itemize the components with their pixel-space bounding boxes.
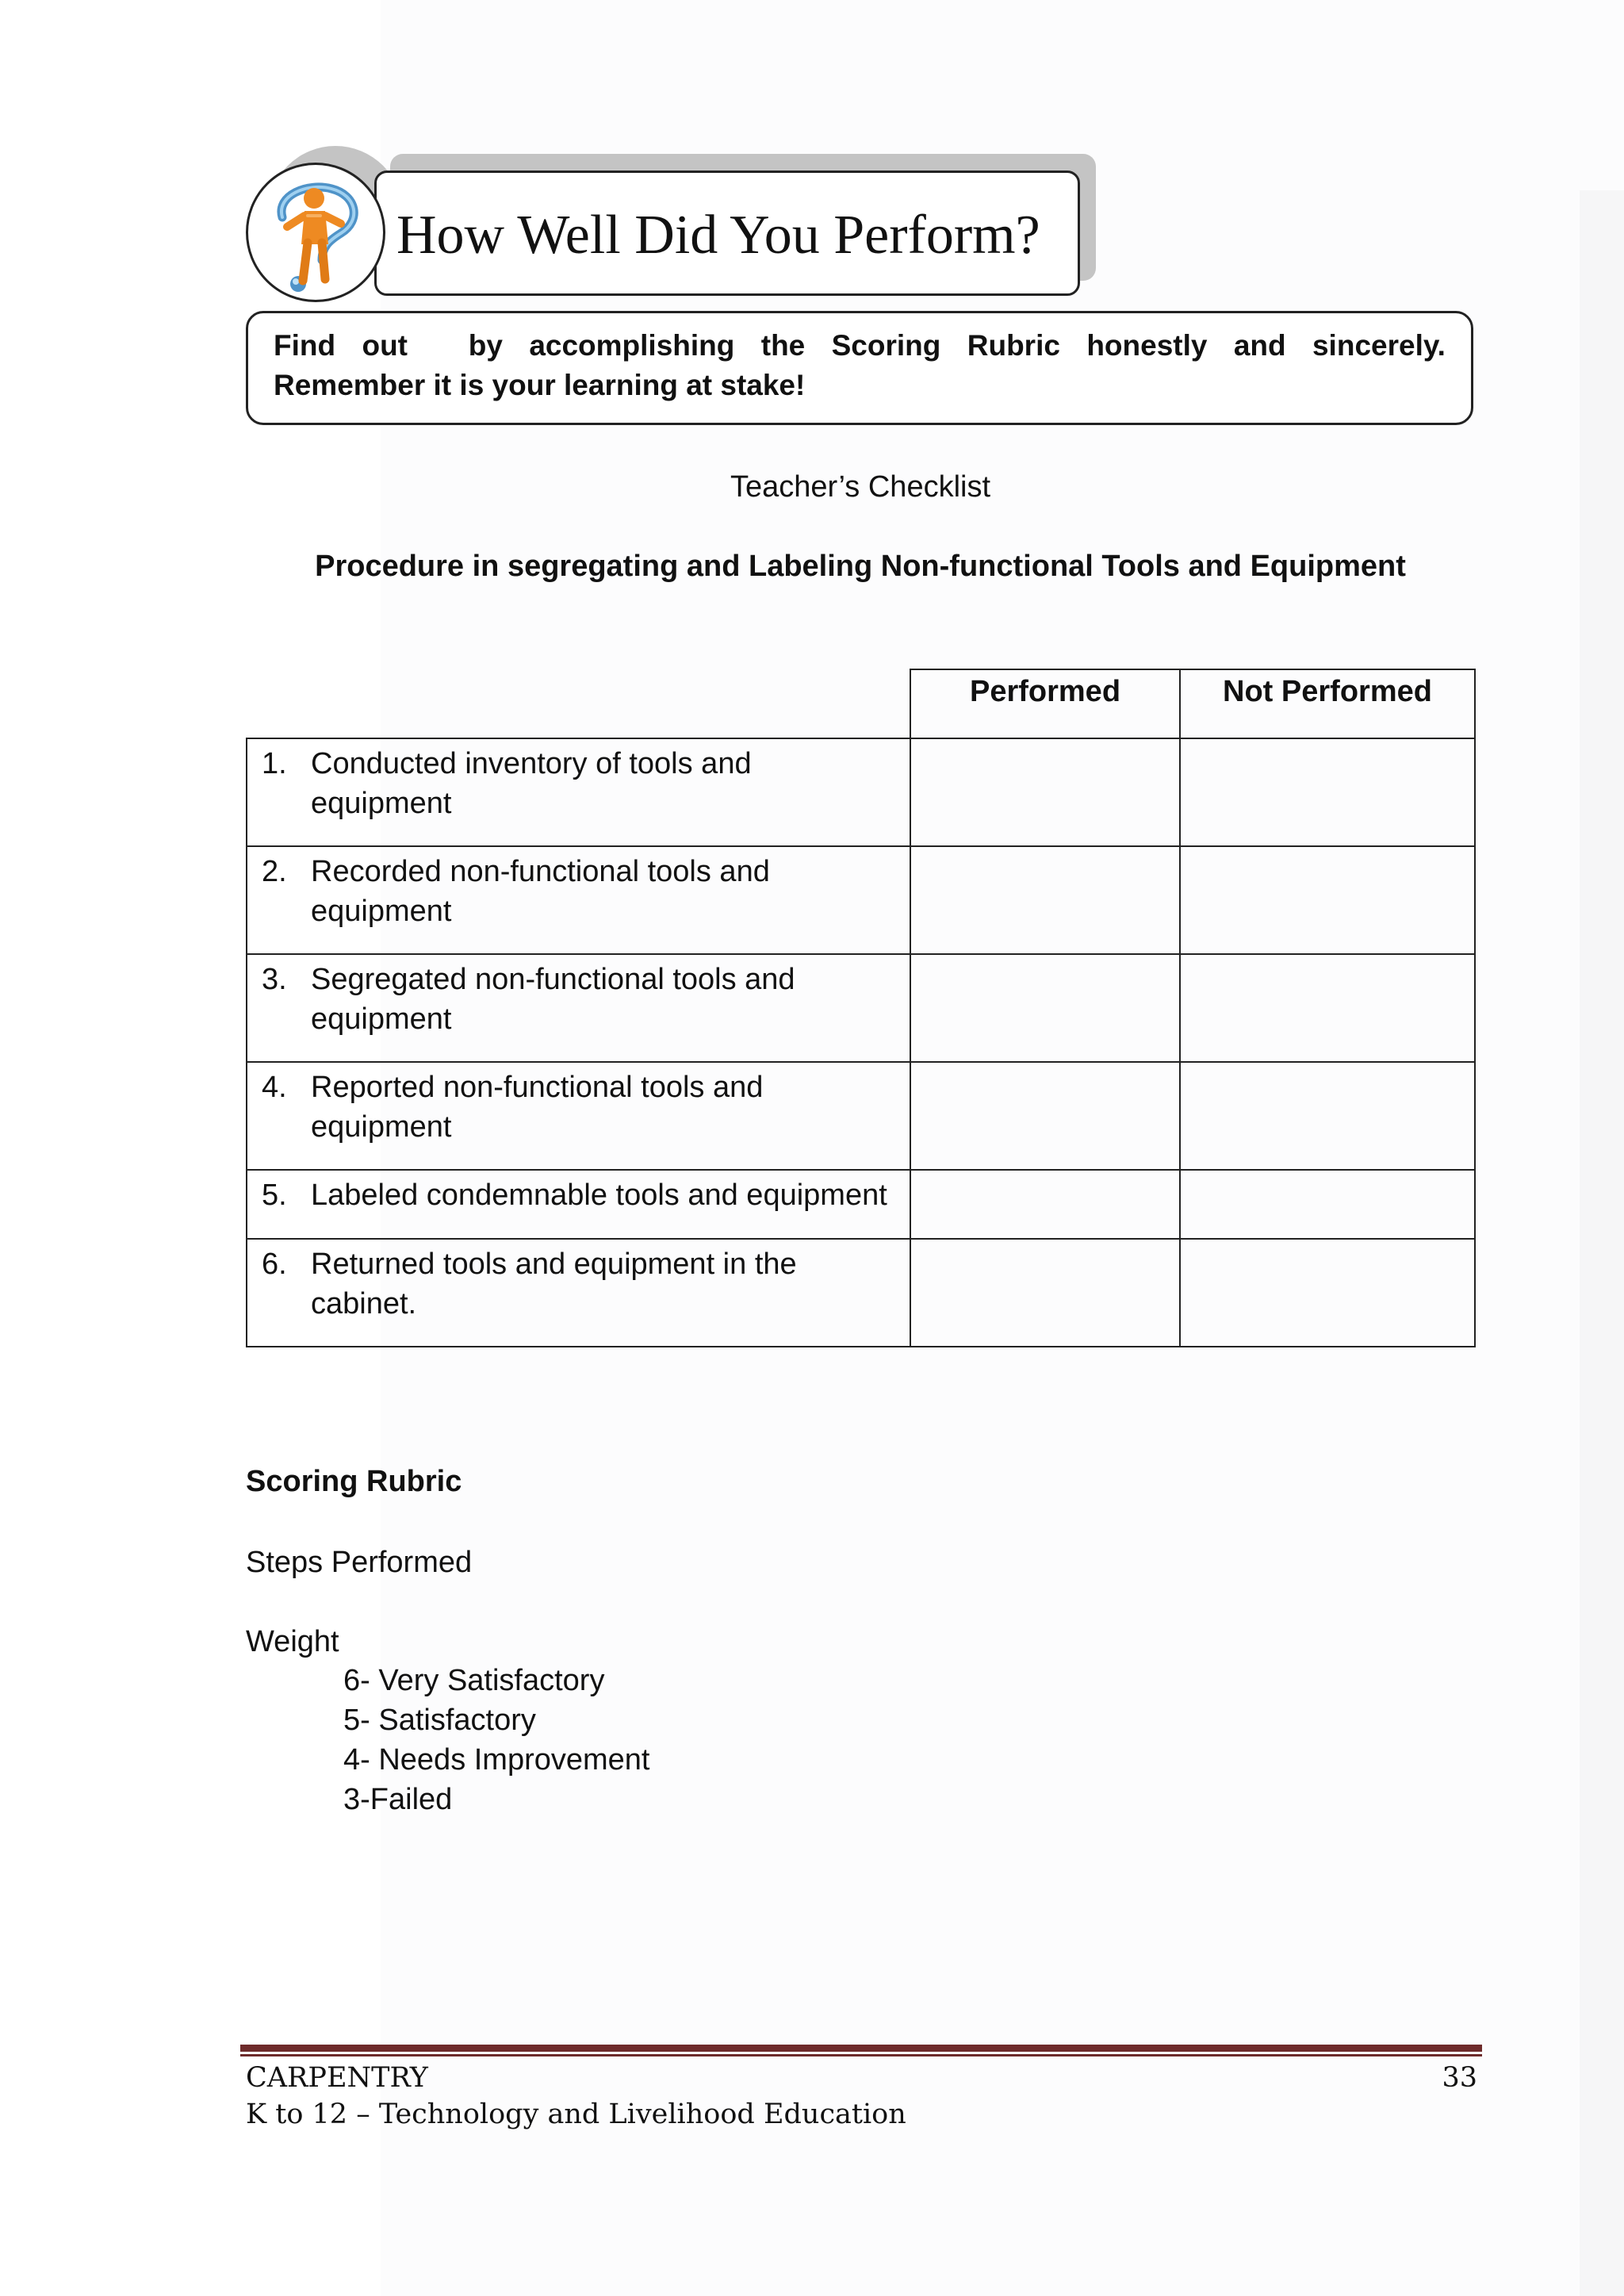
header-cell-task	[247, 669, 910, 738]
instruction-line-2: Remember it is your learning at stake!	[274, 369, 806, 401]
footer-course: K to 12 – Technology and Livelihood Education	[246, 2099, 906, 2130]
instruction-word: and	[1233, 329, 1286, 362]
task-number: 1.	[262, 747, 287, 780]
task-number: 2.	[262, 855, 287, 888]
task-text: Recorded non-functional tools and equipment	[311, 855, 770, 928]
task-cell	[247, 1170, 910, 1239]
instruction-word: out	[362, 329, 408, 362]
not-performed-cell[interactable]	[1180, 1239, 1475, 1347]
performed-cell[interactable]	[910, 1239, 1180, 1347]
performed-cell[interactable]	[910, 846, 1180, 954]
instruction-word: sincerely.	[1312, 329, 1446, 362]
task-cell	[247, 738, 910, 846]
table-row	[247, 954, 1475, 1062]
footer-rule-thin	[240, 2054, 1482, 2056]
table-header-row	[247, 669, 1475, 738]
task-cell	[247, 1062, 910, 1170]
footer-subject: CARPENTRY	[246, 2062, 428, 2094]
task-text: Segregated non-functional tools and equipment	[311, 963, 795, 1036]
instruction-word: honestly	[1086, 329, 1208, 362]
task-number: 5.	[262, 1179, 287, 1212]
instruction-word: Find	[274, 329, 336, 362]
task-number: 6.	[262, 1248, 287, 1281]
instruction-word: Rubric	[967, 329, 1060, 362]
task-cell	[247, 846, 910, 954]
banner-title: How Well Did You Perform?	[396, 205, 1040, 266]
performed-cell[interactable]	[910, 1170, 1180, 1239]
not-performed-cell[interactable]	[1180, 954, 1475, 1062]
task-text: Labeled condemnable tools and equipment	[311, 1179, 887, 1212]
not-performed-cell[interactable]	[1180, 738, 1475, 846]
table-row	[247, 1239, 1475, 1347]
task-number: 3.	[262, 963, 287, 996]
instruction-word: accomplishing	[529, 329, 735, 362]
table-row	[247, 846, 1475, 954]
performed-cell[interactable]	[910, 954, 1180, 1062]
weight-item: 3-Failed	[343, 1783, 453, 1816]
task-number: 4.	[262, 1071, 287, 1104]
question-mark-figure-icon	[252, 171, 379, 295]
task-text: Reported non-functional tools and equipment	[311, 1071, 764, 1144]
not-performed-cell[interactable]	[1180, 1170, 1475, 1239]
performed-cell[interactable]	[910, 738, 1180, 846]
instruction-line-1	[274, 326, 1446, 366]
rubric-steps-label: Steps Performed	[246, 1546, 473, 1579]
header-cell-not-performed: Not Performed	[1180, 669, 1475, 738]
instruction-box	[246, 311, 1473, 425]
header-cell-performed: Performed	[910, 669, 1180, 738]
procedure-title: Procedure in segregating and Labeling Non-functional Tools and Equipment	[315, 550, 1406, 583]
checklist-title: Teacher’s Checklist	[730, 470, 991, 504]
table-row	[247, 1062, 1475, 1170]
performed-cell[interactable]	[910, 1062, 1180, 1170]
page-number: 33	[1442, 2062, 1477, 2094]
rubric-heading: Scoring Rubric	[246, 1465, 462, 1498]
rubric-weight-label: Weight	[246, 1625, 339, 1658]
instruction-word: by	[468, 329, 503, 362]
instruction-gap	[434, 326, 442, 366]
table-row	[247, 738, 1475, 846]
not-performed-cell[interactable]	[1180, 1062, 1475, 1170]
checklist-table	[246, 669, 1476, 1347]
weight-list	[343, 1661, 650, 1819]
footer-rule	[240, 2045, 1482, 2052]
task-text: Returned tools and equipment in the cabinet.	[311, 1248, 797, 1320]
table-row	[247, 1170, 1475, 1239]
instruction-word: the	[760, 329, 806, 362]
task-text: Conducted inventory of tools and equipment	[311, 747, 752, 820]
weight-item: 5- Satisfactory	[343, 1704, 536, 1737]
instruction-word: Scoring	[831, 329, 941, 362]
task-cell	[247, 1239, 910, 1347]
task-cell	[247, 954, 910, 1062]
not-performed-cell[interactable]	[1180, 846, 1475, 954]
weight-item: 6- Very Satisfactory	[343, 1664, 605, 1697]
weight-item: 4- Needs Improvement	[343, 1743, 650, 1777]
